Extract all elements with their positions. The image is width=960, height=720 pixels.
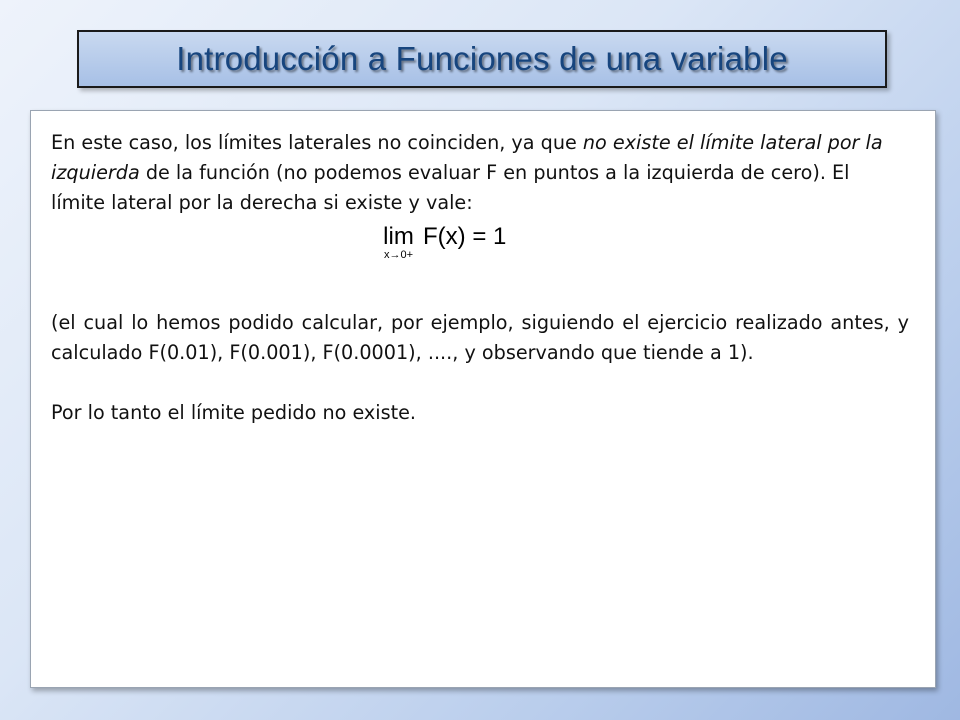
slide-title: Introducción a Funciones de una variable: [176, 40, 788, 77]
content-body: [51, 128, 909, 428]
limit-subscript: x→0+: [383, 249, 414, 261]
paragraph-conclusion: Por lo tanto el límite pedido no existe.: [51, 401, 417, 424]
limit-formula: [51, 218, 909, 288]
spacer: [51, 288, 909, 308]
content-box: [30, 110, 936, 688]
limit-word: lim: [383, 223, 414, 250]
paragraph-intro-text-1: En este caso, los límites laterales no coinciden, ya que: [51, 131, 583, 154]
paragraph-explanation: (el cual lo hemos podido calcular, por ejemplo, siguiendo el ejercicio realizado antes, y calculado F(0.01), F(0.001), F(0.0001), ...., y observando que tiende a 1).: [51, 311, 909, 364]
paragraph-intro-text-2: de la función (no podemos evaluar F en puntos a la izquierda de cero). El límite lateral por la derecha si existe y vale:: [51, 161, 850, 214]
slide-title-box: [77, 30, 887, 88]
limit-operator: [376, 224, 421, 261]
paragraph-intro-italic: no existe el límite lateral por la izquierda: [51, 131, 883, 184]
paragraph-intro: [51, 128, 909, 218]
limit-expression: F(x) = 1: [423, 223, 507, 250]
spacer: [51, 368, 909, 398]
